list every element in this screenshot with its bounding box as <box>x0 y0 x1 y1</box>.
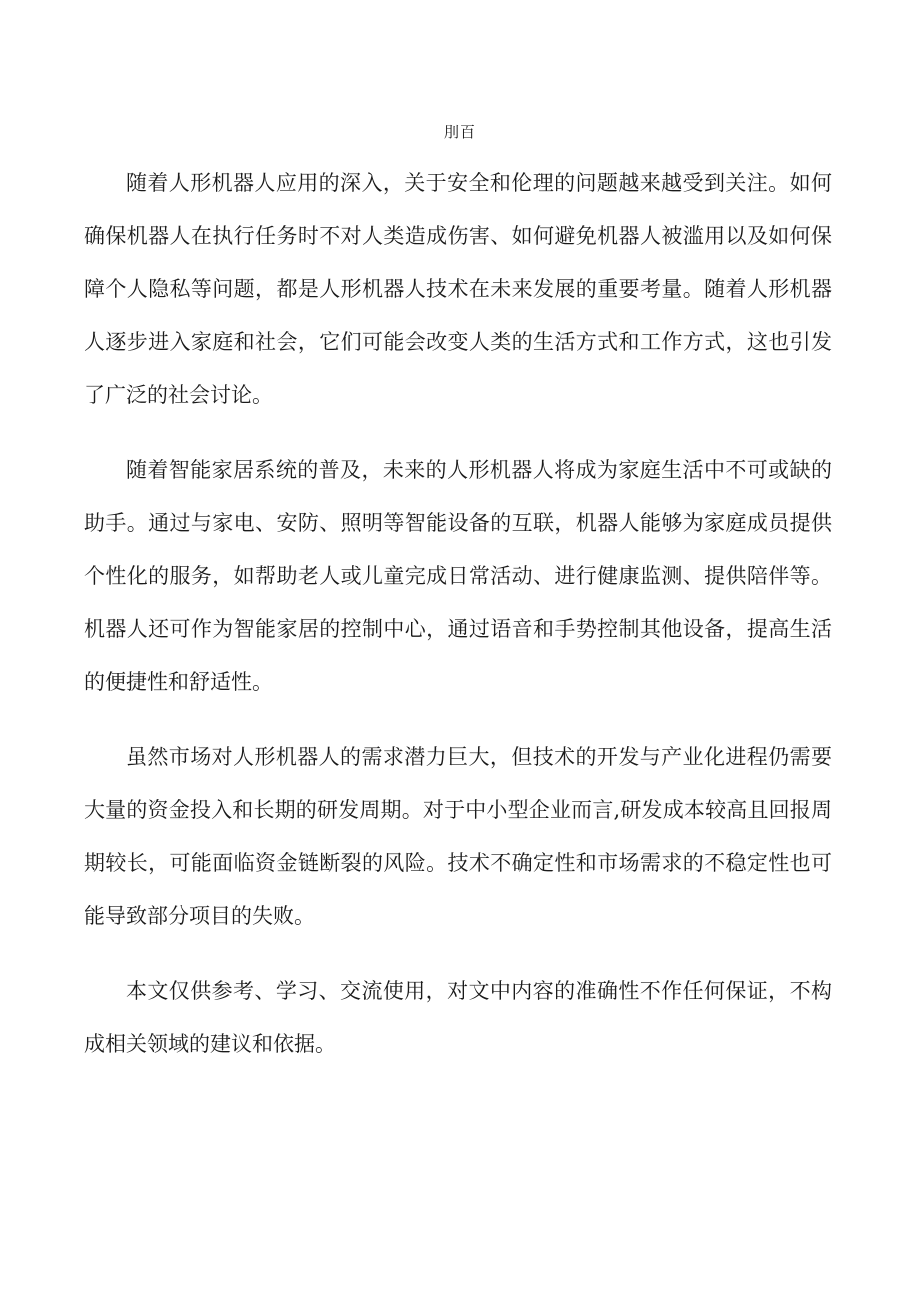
document-body <box>84 157 832 1071</box>
paragraph-1: 随着人形机器人应用的深入，关于安全和伦理的问题越来越受到关注。如何确保机器人在执行任务时不对人类造成伤害、如何避免机器人被滥用以及如何保障个人隐私等问题，都是人形机器人技术在未来发展的重要考量。随着人形机器人逐步进入家庭和社会，它们可能会改变人类的生活方式和工作方式，这也引发了广泛的社会讨论。 <box>84 171 832 407</box>
paragraph-2: 随着智能家居系统的普及，未来的人形机器人将成为家庭生活中不可或缺的助手。通过与家电、安防、照明等智能设备的互联，机器人能够为家庭成员提供个性化的服务，如帮助老人或儿童完成日常活动、进行健康监测、提供陪伴等。机器人还可作为智能家居的控制中心，通过语音和手势控制其他设备，提高生活的便捷性和舒适性。 <box>84 458 832 694</box>
paragraph-4: 本文仅供参考、学习、交流使用，对文中内容的准确性不作任何保证，不构成相关领域的建议和依据。 <box>84 979 832 1056</box>
page-heading: 刖百 <box>443 123 476 141</box>
paragraph-3: 虽然市场对人形机器人的需求潜力巨大，但技术的开发与产业化进程仍需要大量的资金投入和长期的研发周期。对于中小型企业而言,研发成本较高且回报周期较长，可能面临资金链断裂的风险。技术不确定性和市场需求的不稳定性也可能导致部分项目的失败。 <box>84 745 832 928</box>
